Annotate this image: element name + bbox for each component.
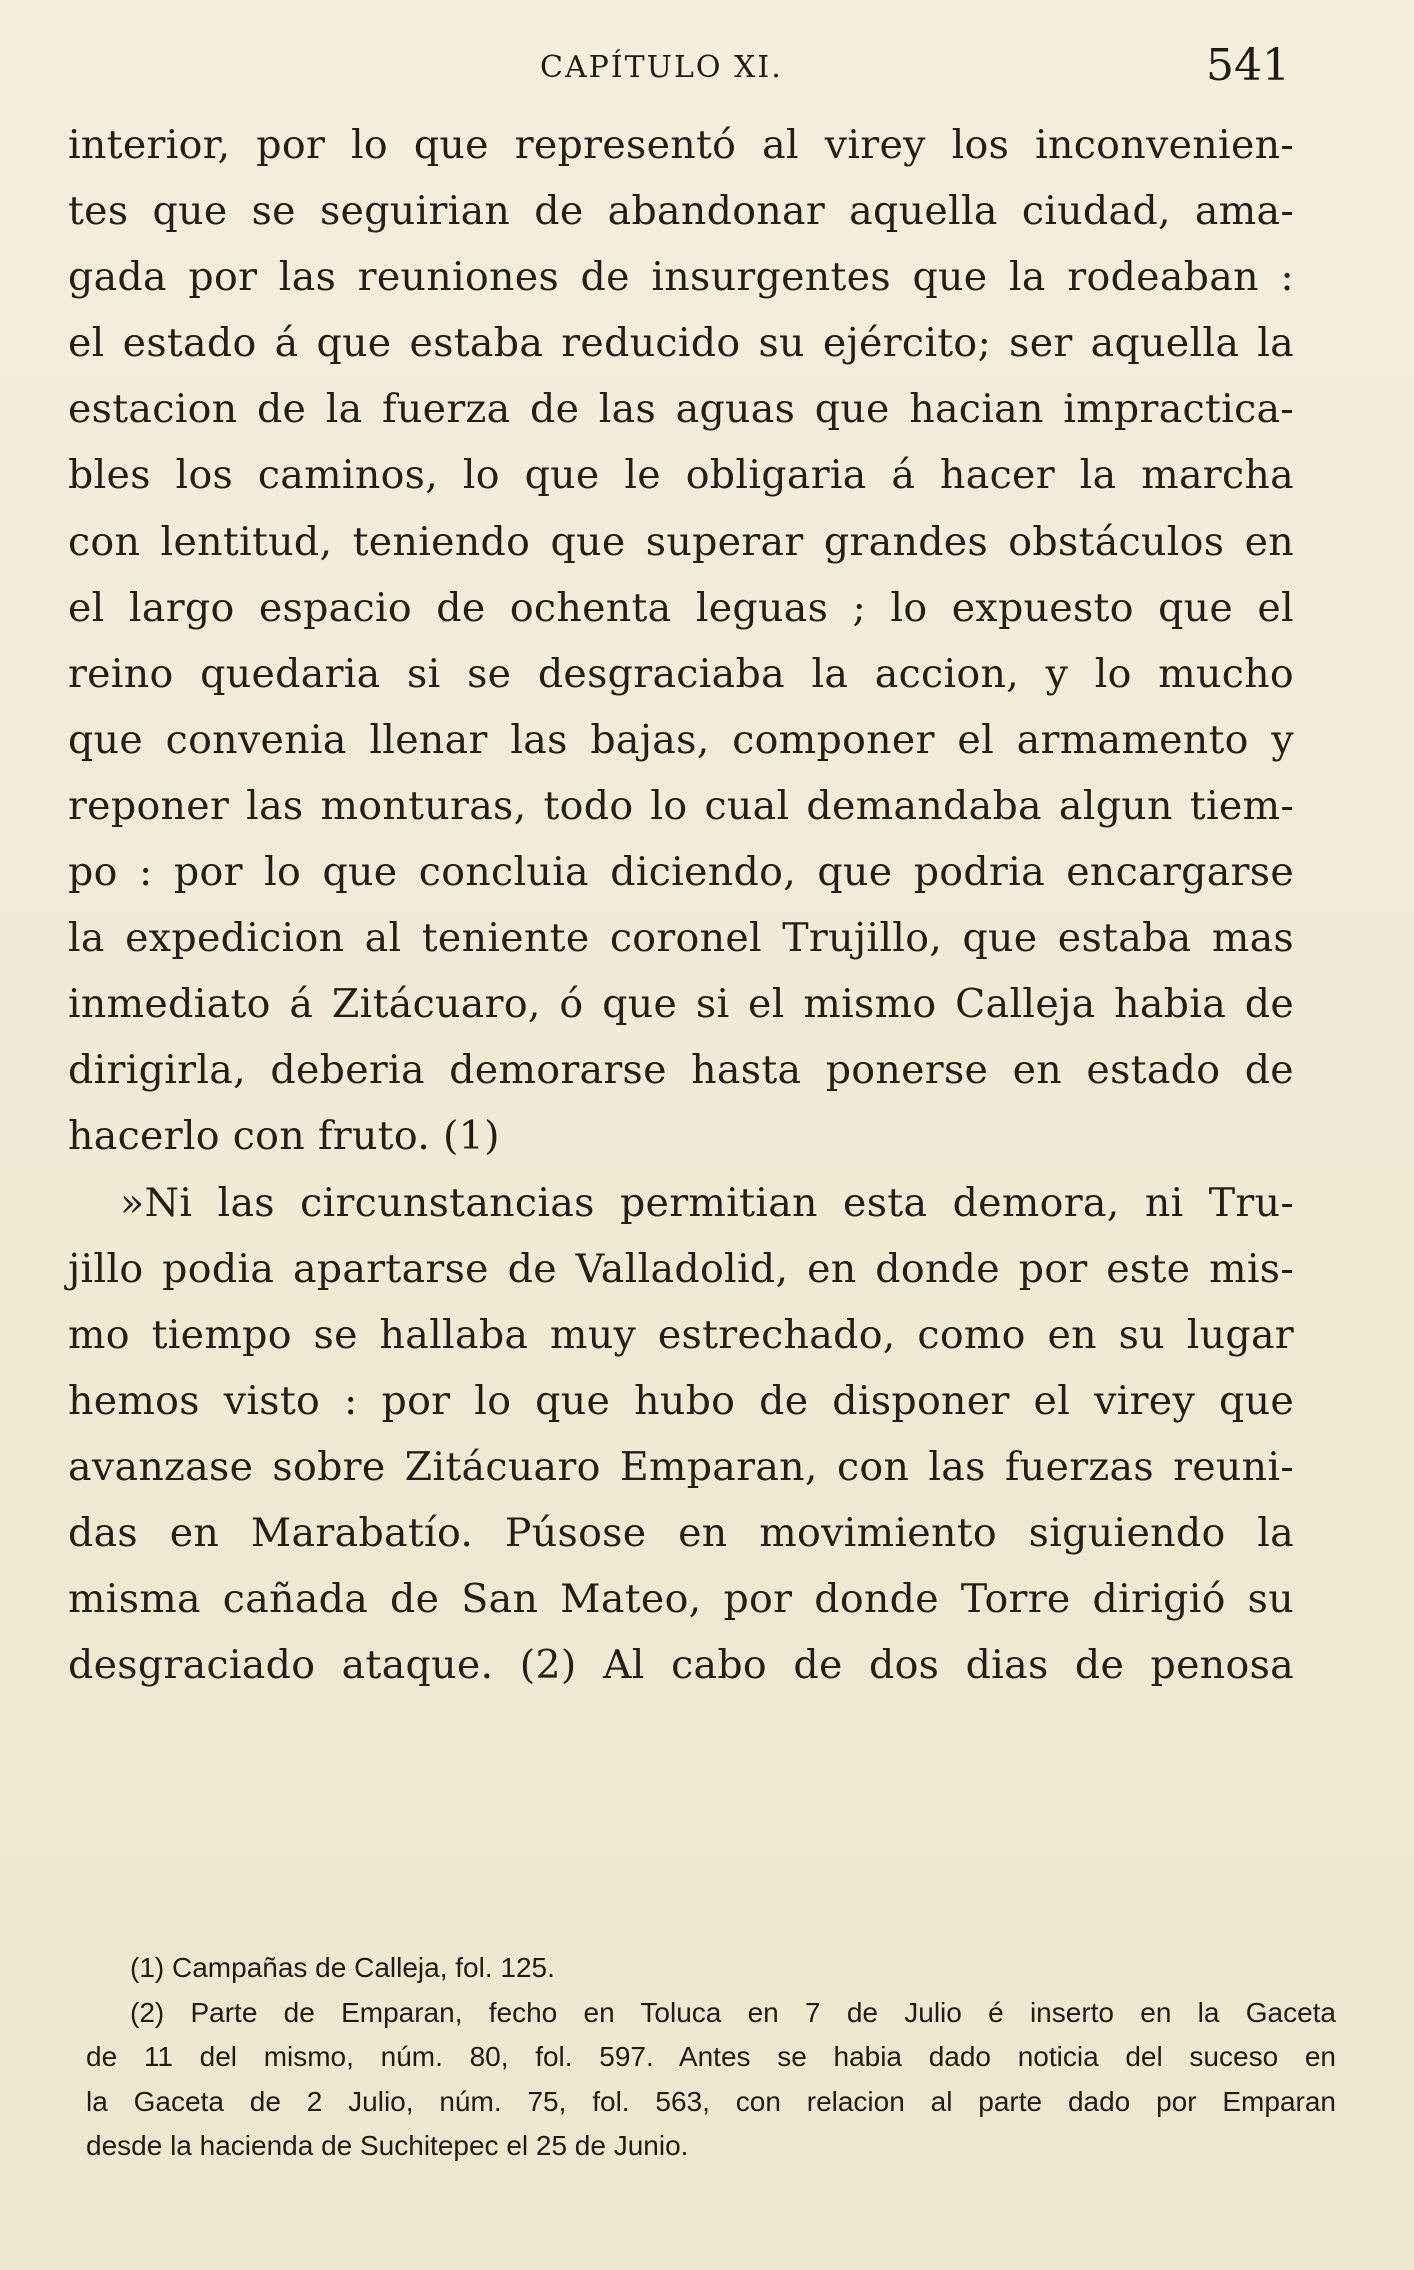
footnote-2-continuation: desde la hacienda de Suchitepec el 25 de Junio.: [86, 2130, 689, 2161]
text-line: hacerlo con fruto. (1): [68, 1113, 500, 1160]
text-line: el estado á que estaba reducido su ejército; ser aquella la: [68, 320, 1294, 367]
footnote-2-continuation: de 11 del mismo, núm. 80, fol. 597. Antes se habia dado noticia del suceso en: [86, 2041, 1336, 2072]
page-number: 541: [1206, 40, 1290, 91]
text-line: po : por lo que concluia diciendo, que podria encargarse: [68, 849, 1294, 896]
text-line: estacion de la fuerza de las aguas que hacian impractica-: [68, 386, 1294, 433]
footnote-1: (1) Campañas de Calleja, fol. 125.: [130, 1952, 555, 1983]
chapter-heading: CAPÍTULO XI.: [540, 50, 783, 85]
text-line: mo tiempo se hallaba muy estrechado, como en su lugar: [68, 1311, 1294, 1358]
text-line: misma cañada de San Mateo, por donde Torre dirigió su: [68, 1576, 1294, 1623]
text-line: reino quedaria si se desgraciaba la accion, y lo mucho: [68, 650, 1294, 697]
text-line: reponer las monturas, todo lo cual demandaba algun tiem-: [68, 782, 1294, 829]
text-line: tes que se seguirian de abandonar aquella ciudad, ama-: [68, 188, 1294, 235]
text-line: dirigirla, deberia demorarse hasta ponerse en estado de: [68, 1047, 1294, 1094]
text-line: con lentitud, teniendo que superar grandes obstáculos en: [68, 518, 1294, 565]
text-line: avanzase sobre Zitácuaro Emparan, con las fuerzas reuni-: [68, 1443, 1294, 1490]
text-line: interior, por lo que representó al virey los inconvenien-: [68, 122, 1294, 168]
footnote-2-continuation: la Gaceta de 2 Julio, núm. 75, fol. 563, con relacion al parte dado por Emparan: [86, 2085, 1336, 2117]
text-line: desgraciado ataque. (2) Al cabo de dos dias de penosa: [68, 1642, 1294, 1689]
running-head: [70, 40, 1290, 100]
text-line: bles los caminos, lo que le obligaria á hacer la marcha: [68, 452, 1294, 499]
main-text: [68, 112, 1294, 1698]
text-line: que convenia llenar las bajas, componer el armamento y: [68, 716, 1294, 763]
text-line: gada por las reuniones de insurgentes que la rodeaban :: [68, 254, 1294, 301]
footnotes: [86, 1946, 1336, 2169]
footnote-2: (2) Parte de Emparan, fecho en Toluca en 7 de Julio é inserto en la Gaceta: [130, 1996, 1336, 2028]
paragraph-start-line: »Ni las circunstancias permitian esta demora, ni Tru-: [120, 1179, 1294, 1226]
text-line: das en Marabatío. Púsose en movimiento siguiendo la: [68, 1509, 1294, 1556]
text-line: jillo podia apartarse de Valladolid, en donde por este mis-: [68, 1245, 1294, 1292]
text-line: el largo espacio de ochenta leguas ; lo expuesto que el: [68, 584, 1294, 631]
text-line: hemos visto : por lo que hubo de disponer el virey que: [68, 1377, 1294, 1424]
text-line: inmediato á Zitácuaro, ó que si el mismo Calleja habia de: [68, 981, 1294, 1028]
text-line: la expedicion al teniente coronel Trujillo, que estaba mas: [68, 915, 1294, 962]
